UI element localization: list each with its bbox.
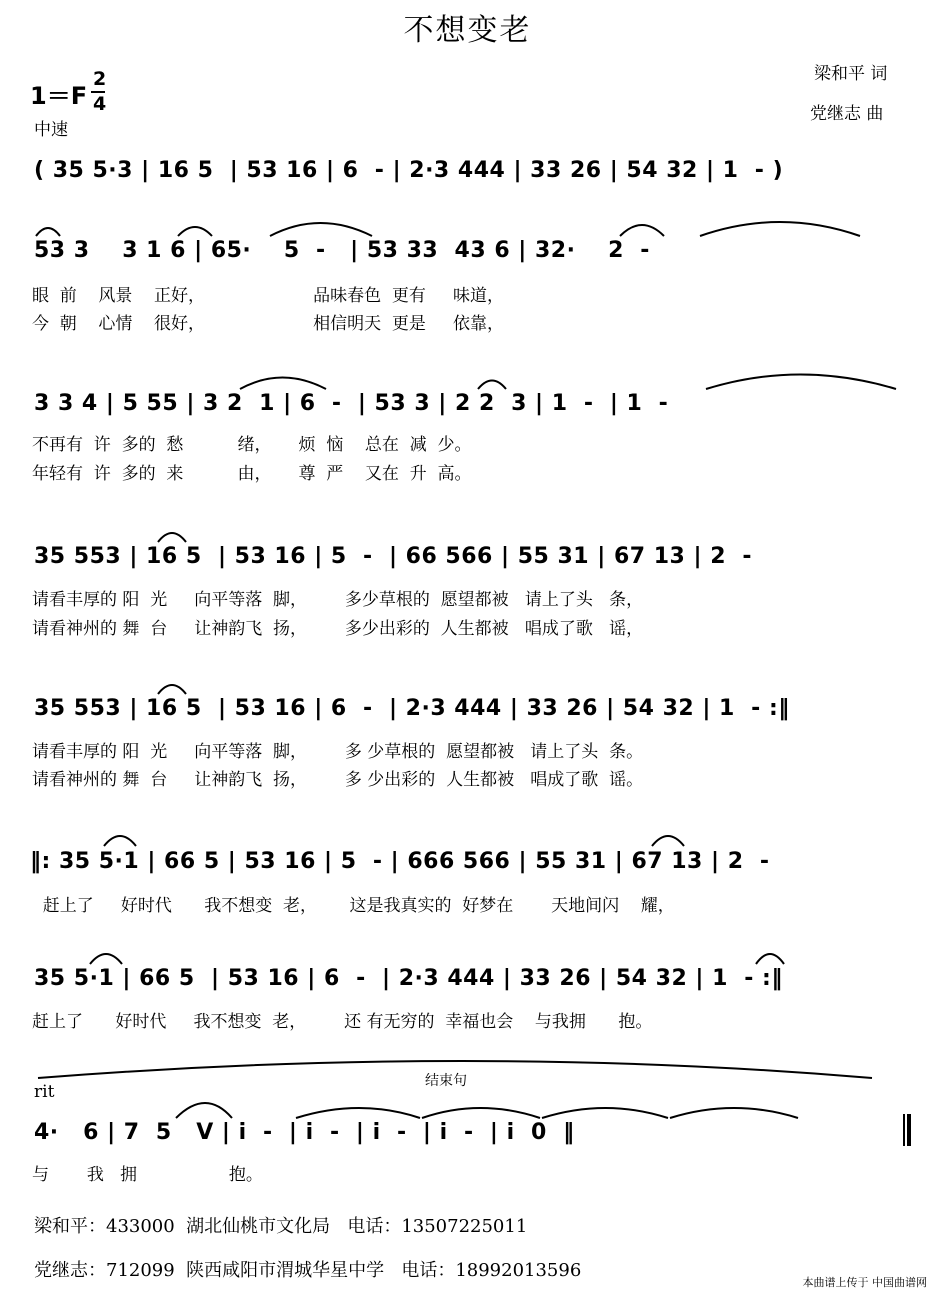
line3-notes: 35 553 | 16 5 | 53 16 | 5 - | 66 566 | 55 31 | 67 13 | 2 - xyxy=(34,544,752,569)
ending-notes: 4· 6 | 7 5 V | i - | i - | i - | i - | i 0 ‖ xyxy=(34,1120,575,1145)
line6-lyrics: 赶上了 好时代 我不想变 老， 还 有无穷的 幸福也会 与我拥 抱。 xyxy=(32,1012,653,1032)
ending-label: 结束句 xyxy=(425,1073,467,1089)
line6-notes: 35 5·1 | 66 5 | 53 16 | 6 - | 2·3 444 | 33 26 | 54 32 | 1 - :‖ xyxy=(34,966,783,991)
tie xyxy=(542,1108,668,1118)
key-signature: 1＝F xyxy=(30,82,88,110)
slur xyxy=(158,685,186,694)
tie xyxy=(422,1108,540,1118)
line2-lyrics-verse1: 不再有 许 多的 愁 绪， 烦 恼 总在 减 少。 xyxy=(32,435,472,455)
slur xyxy=(270,223,372,236)
time-sig-top: 2 xyxy=(93,68,107,90)
barline xyxy=(903,1114,905,1146)
line4-notes: 35 553 | 16 5 | 53 16 | 6 - | 2·3 444 | 33 26 | 54 32 | 1 - :‖ xyxy=(34,696,790,721)
composer-credit: 党继志 曲 xyxy=(810,104,884,124)
slur xyxy=(620,225,664,236)
intro-notes: ( 35 5·3 | 16 5 | 53 16 | 6 - | 2·3 444 | 33 26 | 54 32 | 1 - ) xyxy=(34,158,784,183)
lyricist-credit: 梁和平 词 xyxy=(814,64,888,84)
slur xyxy=(178,227,212,236)
slur xyxy=(652,836,684,846)
slur xyxy=(158,533,186,542)
slur xyxy=(240,378,326,390)
contact-composer: 党继志：712099 陕西咸阳市渭城华星中学 电话：18992013596 xyxy=(34,1260,582,1281)
slur xyxy=(700,222,860,236)
time-sig-bottom: 4 xyxy=(93,93,107,115)
tie xyxy=(296,1108,420,1118)
line4-lyrics-verse2: 请看神州的 舞 台 让神韵飞 扬， 多 少出彩的 人生都被 唱成了歌 谣。 xyxy=(32,770,644,790)
line1-lyrics-verse1: 眼 前 风景 正好， 品味春色 更有 味道， xyxy=(32,286,504,306)
song-title: 不想变老 xyxy=(403,13,532,48)
tie xyxy=(670,1108,798,1118)
line4-lyrics-verse1: 请看丰厚的 阳 光 向平等落 脚， 多 少草根的 愿望都被 请上了头 条。 xyxy=(32,742,644,762)
slur xyxy=(706,375,896,390)
watermark-text: 本曲谱上传于 中国曲谱网 xyxy=(802,1276,927,1289)
tempo-marking: 中速 xyxy=(34,120,68,140)
slur xyxy=(90,954,122,964)
rit-marking: rit xyxy=(34,1082,55,1102)
line5-lyrics: 赶上了 好时代 我不想变 老， 这是我真实的 好梦在 天地间闪 耀， xyxy=(32,896,675,916)
phrase-arc xyxy=(38,1061,872,1078)
line3-lyrics-verse1: 请看丰厚的 阳 光 向平等落 脚， 多少草根的 愿望都被 请上了头 条， xyxy=(32,590,644,610)
slur xyxy=(104,836,136,846)
slur xyxy=(756,954,784,964)
slur xyxy=(36,228,60,236)
slur xyxy=(176,1103,232,1118)
final-barline xyxy=(907,1114,911,1146)
contact-lyricist: 梁和平：433000 湖北仙桃市文化局 电话：13507225011 xyxy=(34,1216,528,1237)
ending-lyrics: 与 我 拥 抱。 xyxy=(32,1165,263,1185)
line1-notes: 53 3 3 1 6 | 65· 5 - | 53 33 43 6 | 32· 2 - xyxy=(34,238,650,263)
line1-lyrics-verse2: 今 朝 心情 很好， 相信明天 更是 依靠， xyxy=(32,314,504,334)
slur xyxy=(478,381,506,390)
line5-notes: ‖: 35 5·1 | 66 5 | 53 16 | 5 - | 666 566 | 55 31 | 67 13 | 2 - xyxy=(30,849,770,874)
line2-notes: 3 3 4 | 5 55 | 3 2 1 | 6 - | 53 3 | 2 2 3 | 1 - | 1 - xyxy=(34,391,669,416)
line2-lyrics-verse2: 年轻有 许 多的 来 由， 尊 严 又在 升 高。 xyxy=(32,464,472,484)
line3-lyrics-verse2: 请看神州的 舞 台 让神韵飞 扬， 多少出彩的 人生都被 唱成了歌 谣， xyxy=(32,619,644,639)
